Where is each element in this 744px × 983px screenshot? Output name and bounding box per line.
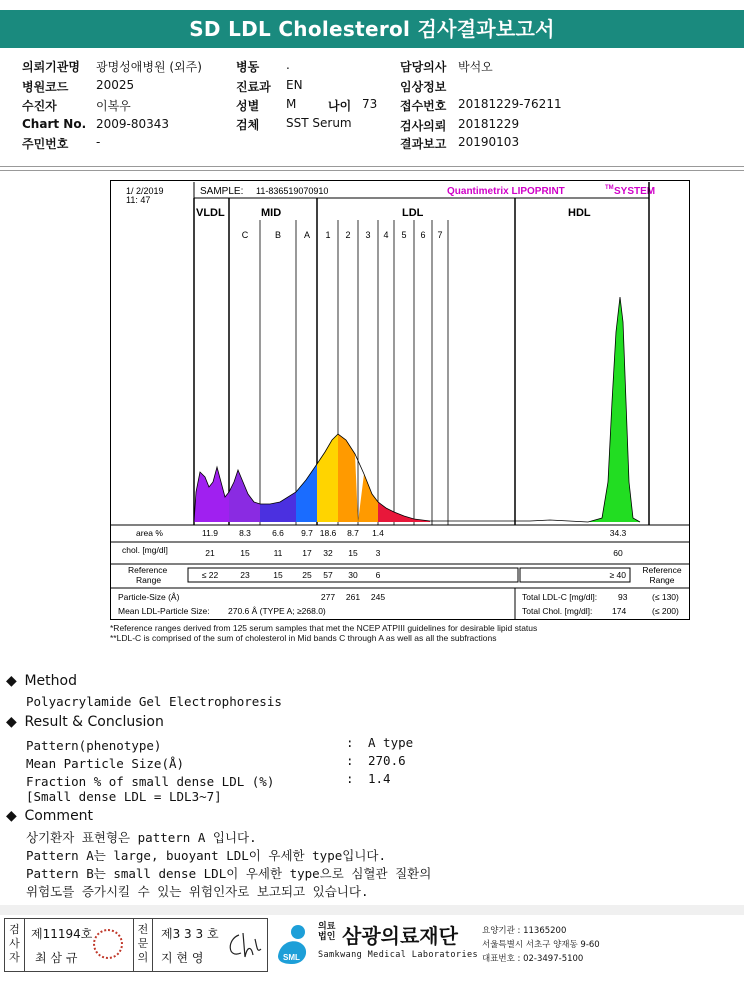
age-label: 나이 <box>328 99 352 113</box>
area-value: 18.6 <box>319 528 337 538</box>
specialist-char: 전 <box>137 923 149 936</box>
area-value: 8.3 <box>239 528 251 538</box>
chol-value: 17 <box>302 548 312 558</box>
total-chol-value: 174 <box>612 606 627 616</box>
report-date-label: 결과보고 <box>400 137 447 151</box>
chol-value: 11 <box>273 548 283 558</box>
signature-icon <box>223 929 263 963</box>
result-note: [Small dense LDL = LDL3~7] <box>26 789 222 804</box>
result-value: 1.4 <box>368 771 391 786</box>
ref-label-2: Range <box>136 575 162 585</box>
comment-section <box>6 808 93 824</box>
result-colon: : <box>346 771 354 786</box>
ward-value: . <box>286 58 290 72</box>
examinee-value: 이복우 <box>96 99 131 113</box>
result-value: A type <box>368 735 414 750</box>
band-label: 2 <box>345 230 351 240</box>
total-ldl-label: Total LDL-C [mg/dl]: <box>522 592 598 602</box>
examiner-no: 제11194호 <box>31 927 93 941</box>
mean-size-label: Mean LDL-Particle Size: <box>118 606 210 616</box>
comment-line: 상기환자 표현형은 pattern A 입니다. <box>26 830 257 845</box>
comment-text <box>26 828 431 900</box>
footnote-1: *Reference ranges derived from 125 serum samples that met the NCEP ATPIII guidelines for desirable lipid status <box>110 623 538 633</box>
right-ref-label-2: Range <box>649 575 675 585</box>
comment-line: 위험도를 증가시킬 수 있는 위험인자로 보고되고 있습니다. <box>26 884 369 899</box>
examiner-char: 사 <box>9 937 20 950</box>
hospital-code-label: 병원코드 <box>22 80 69 94</box>
particle-size-value: 277 <box>320 592 336 602</box>
ward-label: 병동 <box>236 60 260 74</box>
department-value: EN <box>286 78 303 92</box>
area-value: 9.7 <box>301 528 313 538</box>
reference-value: 6 <box>375 570 381 580</box>
area-value: 11.9 <box>202 528 218 538</box>
chol-value: 21 <box>205 548 215 558</box>
diamond-bullet-icon: ◆ <box>6 808 17 824</box>
specimen-label: 검체 <box>236 118 260 132</box>
hospital-code-value: 20025 <box>96 78 135 92</box>
specialist-vertical-label <box>133 919 153 971</box>
seal-stamp-icon <box>93 929 123 959</box>
diamond-bullet-icon: ◆ <box>6 673 17 689</box>
particle-size-value: 261 <box>345 592 361 602</box>
chol-value: 15 <box>348 548 358 558</box>
mean-size-value: 270.6 Å (TYPE A; ≥268.0) <box>228 606 326 616</box>
specimen-value: SST Serum <box>286 116 352 130</box>
result-row <box>26 771 526 789</box>
org-type-line: 법인 <box>318 932 336 942</box>
reference-value: ≤ 22 <box>201 570 219 580</box>
result-table <box>26 735 526 789</box>
result-label: Fraction % of small dense LDL (%) <box>26 774 275 789</box>
org-code: 요양기관 : 11365200 <box>482 926 567 936</box>
request-date-label: 검사의뢰 <box>400 119 447 133</box>
band-label: A <box>303 230 311 240</box>
department-label: 진료과 <box>236 80 271 94</box>
diamond-bullet-icon: ◆ <box>6 714 17 730</box>
band-label: 3 <box>365 230 371 240</box>
ref-label-1: Reference <box>128 565 168 575</box>
specialist-name: 지 현 영 <box>161 951 204 965</box>
age-value: 73 <box>362 97 378 111</box>
right-ref-label-1: Reference <box>642 565 682 575</box>
group-label-ldl: LDL <box>402 207 424 219</box>
examiner-char: 검 <box>9 923 20 936</box>
signature-box <box>4 918 268 972</box>
method-section <box>6 673 77 689</box>
system-suffix: SYSTEM <box>614 186 656 197</box>
sex-label: 성별 <box>236 99 260 113</box>
result-label: Mean Particle Size(Å) <box>26 756 185 771</box>
result-row <box>26 735 526 753</box>
hdl-reference-value: ≥ 40 <box>609 570 626 580</box>
band-label: 1 <box>325 230 331 240</box>
chol-label: chol. [mg/dl] <box>122 545 168 555</box>
comment-line: Pattern A는 large, buoyant LDL이 우세한 type입니다. <box>26 848 386 863</box>
comment-heading: Comment <box>24 808 94 824</box>
result-colon: : <box>346 753 354 768</box>
org-phone: 대표번호 : 02-3497-5100 <box>482 954 584 964</box>
reference-value: 57 <box>323 570 333 580</box>
org-name: 삼광의료재단 <box>342 924 458 948</box>
band-label: 6 <box>420 230 426 240</box>
area-label: area % <box>136 528 163 538</box>
band-label: C <box>241 230 249 240</box>
reference-value: 15 <box>273 570 283 580</box>
patient-info <box>0 54 744 164</box>
total-ldl-value: 93 <box>618 592 628 602</box>
examiner-name: 최 삼 규 <box>35 951 78 965</box>
examinee-label: 수진자 <box>22 99 57 113</box>
institution-label: 의뢰기관명 <box>22 60 80 74</box>
method-text: Polyacrylamide Gel Electrophoresis <box>26 694 282 709</box>
group-label-mid: MID <box>261 207 282 219</box>
total-chol-label: Total Chol. [mg/dl]: <box>522 606 593 616</box>
chart-no-label: Chart No. <box>22 117 87 131</box>
lipoprint-chart <box>110 180 690 640</box>
chol-value: 3 <box>375 548 381 558</box>
band-label: 7 <box>437 230 443 240</box>
area-hdl-value: 34.3 <box>609 528 627 538</box>
result-section <box>6 714 164 730</box>
comment-line: Pattern B는 small dense LDL이 우세한 type으로 심혈관 질환의 <box>26 866 432 881</box>
total-chol-ref: (≤ 200) <box>652 606 679 616</box>
group-label-vldl: VLDL <box>196 207 225 219</box>
specialist-char: 의 <box>137 951 149 964</box>
sex-value: M <box>286 97 297 111</box>
report-date-value: 20190103 <box>458 135 520 149</box>
lipoprint-svg <box>110 180 690 640</box>
resident-no-value: - <box>96 135 101 149</box>
resident-no-label: 주민번호 <box>22 137 69 151</box>
reception-no-value: 20181229-76211 <box>458 97 562 111</box>
area-value: 8.7 <box>347 528 359 538</box>
method-heading: Method <box>24 673 77 689</box>
system-tm: TM <box>605 185 614 191</box>
divider <box>0 166 744 167</box>
doctor-label: 담당의사 <box>400 60 447 74</box>
org-address: 서울특별시 서초구 양재동 9-60 <box>482 940 600 950</box>
area-value: 6.6 <box>272 528 284 538</box>
result-row <box>26 753 526 771</box>
chol-value: 32 <box>323 548 333 558</box>
group-label-hdl: HDL <box>568 207 591 219</box>
result-colon: : <box>346 735 354 750</box>
specialist-no: 제3 3 3 호 <box>161 927 219 941</box>
system-name: Quantimetrix LIPOPRINT <box>447 186 565 197</box>
specialist-char: 문 <box>137 937 149 950</box>
particle-size-value: 245 <box>370 592 386 602</box>
reference-value: 30 <box>348 570 358 580</box>
org-type <box>318 922 335 942</box>
divider <box>0 170 744 171</box>
reference-value: 25 <box>302 570 312 580</box>
clinical-info-label: 임상정보 <box>400 80 447 94</box>
chart-date: 1/ 2/2019 <box>126 186 164 196</box>
chart-no-value: 2009-80343 <box>96 117 170 131</box>
band-label: 4 <box>383 230 389 240</box>
sample-id: 11-836519070910 <box>256 186 329 196</box>
chart-frame <box>111 181 690 620</box>
band-label: B <box>274 230 282 240</box>
sample-label: SAMPLE: <box>200 186 244 197</box>
result-label: Pattern(phenotype) <box>26 738 162 753</box>
org-name-en: Samkwang Medical Laboratories <box>318 950 479 960</box>
chart-time: 11: 47 <box>126 195 151 205</box>
footnote-2: **LDL-C is comprised of the sum of cholesterol in Mid bands C through A as well as all the subfractions <box>110 633 497 643</box>
request-date-value: 20181229 <box>458 117 520 131</box>
report-title: SD LDL Cholesterol 검사결과보고서 <box>0 10 744 48</box>
sml-logo-icon <box>272 920 318 966</box>
chol-value: 15 <box>240 548 250 558</box>
org-type-line: 의료 <box>318 922 336 932</box>
area-value: 1.4 <box>372 528 384 538</box>
institution-value: 광명성애병원 (외주) <box>96 60 202 74</box>
doctor-value: 박석오 <box>458 60 493 74</box>
organization-logo-area <box>270 918 744 972</box>
logo-text: SML <box>283 953 300 962</box>
footer-band <box>0 905 744 915</box>
particle-size-label: Particle-Size (Å) <box>118 592 180 602</box>
result-value: 270.6 <box>368 753 406 768</box>
result-heading: Result & Conclusion <box>24 714 164 730</box>
band-label: 5 <box>401 230 407 240</box>
reference-value: 23 <box>240 570 250 580</box>
reception-no-label: 접수번호 <box>400 99 447 113</box>
total-ldl-ref: (≤ 130) <box>652 592 679 602</box>
chol-hdl-value: 60 <box>613 548 623 558</box>
examiner-vertical-label <box>5 919 25 971</box>
examiner-char: 자 <box>9 951 20 964</box>
